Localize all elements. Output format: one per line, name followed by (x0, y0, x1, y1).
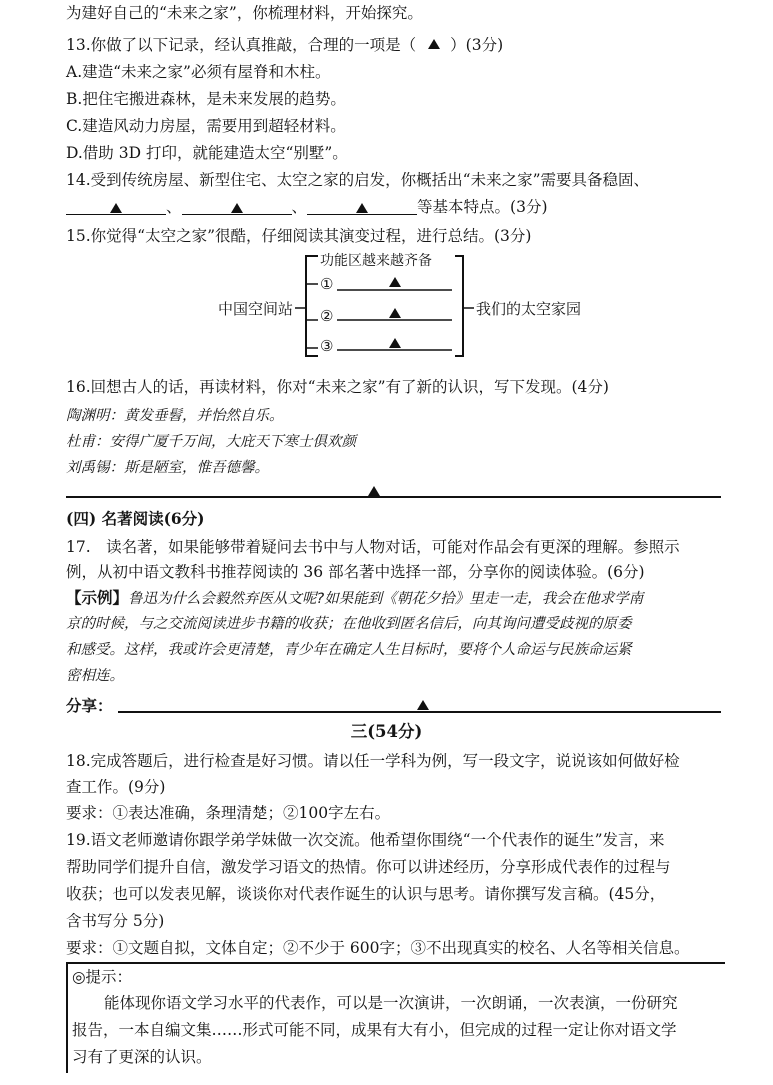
diagram-item-2: ② (320, 307, 334, 325)
q17-example-line-3: 和感受。这样，我或许会更清楚，青少年在确定人生目标时，要将个人命运与民族命运紧 (66, 642, 632, 658)
answer-triangle-icon (110, 203, 122, 213)
answer-triangle-icon (389, 277, 401, 287)
hint-line-2: 报告，一本自编文集……形式可能不同，成果有大有小，但完成的过程一定让你对语文学 (72, 1021, 677, 1039)
q13-option-d: D.借助 3D 打印，就能建造太空“别墅”。 (66, 144, 348, 162)
section3-title: 三(54分) (350, 722, 423, 741)
q15-diagram (0, 250, 773, 365)
hint-line-3: 习有了更深的认识。 (72, 1048, 212, 1066)
q17-example-line-1 (66, 587, 733, 610)
q16-answer-line[interactable] (66, 496, 721, 498)
answer-triangle-icon (231, 203, 243, 213)
q14-separator: 、 (291, 198, 308, 216)
diagram-item-1: ① (320, 275, 334, 293)
answer-triangle-icon (417, 700, 429, 710)
q13-stem-end: ）(3分) (450, 36, 504, 54)
q16-quote-1: 陶渊明：黄发垂髫，并怡然自乐。 (66, 408, 284, 424)
answer-triangle-icon (428, 39, 440, 49)
q13-option-c: C.建造风动力房屋，需要用到超轻材料。 (66, 117, 346, 135)
q18-line-2: 查工作。(9分) (66, 778, 166, 796)
diagram-item-3: ③ (320, 337, 334, 355)
q18-line-1: 18.完成答题后，进行检查是好习惯。请以任一学科为例，写一段文字，说说该如何做好检 (66, 752, 680, 770)
diagram-left-label: 中国空间站 (218, 300, 294, 318)
q19-line-4: 含书写分 5分) (66, 912, 165, 930)
q14-blanks (66, 196, 733, 218)
q17-share-label: 分享： (66, 696, 113, 715)
q13-option-a: A.建造“未来之家”必须有屋脊和木柱。 (66, 63, 331, 81)
q17-example-line-4: 密相连。 (66, 668, 124, 684)
diagram-top-label: 功能区越来越齐备 (318, 250, 434, 270)
q18-requirement: 要求：①表达准确，条理清楚；②100字左右。 (66, 804, 391, 822)
q17-example-label: 【示例】 (66, 588, 129, 607)
q19-requirement: 要求：①文题自拟，文体自定；②不少于 600字；③不出现真实的校名、人名等相关信息。 (66, 939, 690, 957)
answer-triangle-icon (389, 308, 401, 318)
q15-stem: 15.你觉得“太空之家”很酷，仔细阅读其演变过程，进行总结。(3分) (66, 227, 532, 245)
q19-line-2: 帮助同学们提升自信，激发学习语文的热情。你可以讲述经历，分享形成代表作的过程与 (66, 858, 671, 876)
answer-triangle-icon (356, 203, 368, 213)
answer-triangle-icon (389, 338, 401, 348)
q16-quote-2: 杜甫：安得广厦千万间，大庇天下寒士俱欢颜 (66, 434, 356, 450)
section4-title: (四) 名著阅读(6分) (66, 509, 205, 528)
q16-quote-3: 刘禹锡：斯是陋室，惟吾德馨。 (66, 460, 269, 476)
q17-example-text-1: 鲁迅为什么会毅然弃医从文呢?如果能到《朝花夕拾》里走一走，我会在他求学南 (128, 591, 644, 607)
q16-stem: 16.回想古人的话，再读材料，你对“未来之家”有了新的认识，写下发现。(4分) (66, 378, 609, 396)
q14-tail: 等基本特点。(3分) (417, 198, 548, 216)
q17-line-2: 例，从初中语文教科书推荐阅读的 36 部名著中选择一部，分享你的阅读体验。(6分) (66, 563, 645, 581)
q19-line-3: 收获；也可以发表见解，谈谈你对代表作诞生的认识与思考。请你撰写发言稿。(45分， (66, 885, 666, 903)
hint-line-1: 能体现你语文学习水平的代表作，可以是一次演讲，一次朗诵，一次表演，一份研究 (104, 994, 678, 1012)
q14-blank-2[interactable] (182, 198, 292, 215)
q19-line-1: 19.语文老师邀请你跟学弟学妹做一次交流。他希望你围绕“一个代表作的诞生”发言，来 (66, 831, 665, 849)
q14-blank-3[interactable] (307, 198, 417, 215)
q14-stem: 14.受到传统房屋、新型住宅、太空之家的启发，你概括出“未来之家”需要具备稳固、 (66, 171, 650, 189)
q14-separator: 、 (166, 198, 182, 216)
q17-example-line-2: 京的时候，与之交流阅读进步书籍的收获；在他收到匿名信后，向其询问遭受歧视的原委 (66, 616, 632, 632)
q17-line-1: 17. 读名著，如果能够带着疑问去书中与人物对话，可能对作品会有更深的理解。参照示 (66, 538, 680, 556)
q13-stem-text: 13.你做了以下记录，经认真推敲，合理的一项是（ (66, 36, 417, 54)
q13-option-b: B.把住宅搬进森林，是未来发展的趋势。 (66, 90, 346, 108)
answer-triangle-icon (368, 486, 380, 496)
q17-share-answer-line[interactable] (118, 711, 721, 713)
q14-blank-1[interactable] (66, 198, 166, 215)
q13-stem (66, 34, 733, 56)
diagram-right-label: 我们的太空家园 (476, 300, 582, 318)
intro-text: 为建好自己的“未来之家”，你梳理材料，开始探究。 (66, 4, 423, 22)
hint-title: ◎提示： (72, 968, 133, 986)
